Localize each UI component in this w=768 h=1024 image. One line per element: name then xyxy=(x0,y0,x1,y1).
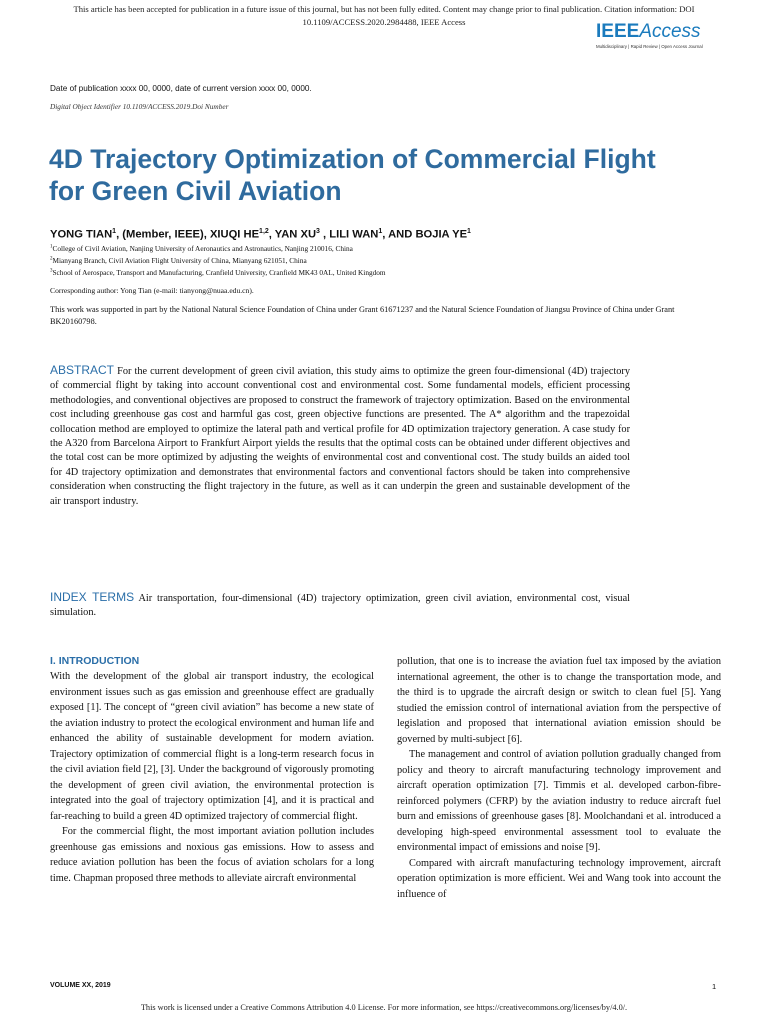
author-separator: , xyxy=(319,228,330,241)
paragraph: For the commercial flight, the most important aviation pollution includes greenhouse gas emissions and noxious gas emissions. How to assess and reduce aviation pollution has been the focus of aviation scholars for a long time. Chapman proposed three methods to alleviate aircraft environmental xyxy=(50,826,374,884)
paragraph: pollution, that one is to increase the aviation fuel tax imposed by the aviation international agreement, the other is to change the transportation mode, and the third is to upgrade the aircraft design or switch to clean fuel [5]. Yang studied the emission control of international aviation from the perspective of legislation and proposed that international aviation emission should be governed by multi-subject [6]. xyxy=(397,656,721,745)
funding-statement: This work was supported in part by the National Natural Science Foundation of China under Grant 61671237 and the Natural Science Foundation of Jiangsu Province of China under Grant BK20160798. xyxy=(50,305,675,326)
author-name: YONG TIAN xyxy=(50,228,113,241)
author-affiliation-mark: 1 xyxy=(378,228,383,235)
affiliation-text: Mianyang Branch, Civil Aviation Flight University of China, Mianyang 621051, China xyxy=(52,256,307,265)
author-separator: , xyxy=(268,228,275,241)
notice-line-2: 10.1109/ACCESS.2020.2984488, IEEE Access xyxy=(302,17,466,27)
index-terms xyxy=(50,590,630,621)
author-affiliation-mark: 3 xyxy=(316,228,320,235)
author-name: BOJIA YE xyxy=(415,228,468,241)
affiliation-mark: 3 xyxy=(50,268,53,274)
paper-title: 4D Trajectory Optimization of Commercial Flight for Green Civil Aviation xyxy=(49,144,656,206)
logo-product: Access xyxy=(639,21,701,42)
volume-label: VOLUME XX, 2019 xyxy=(50,982,111,989)
index-terms-label: INDEX TERMS xyxy=(50,590,135,604)
index-terms-text: Air transportation, four-dimensional (4D) trajectory optimization, green civil aviation, environmental cost, visual simulation. xyxy=(50,593,631,619)
corresponding-author: Corresponding author: Yong Tian (e-mail: tianyong@nuaa.edu.cn). xyxy=(50,286,254,295)
logo-tagline: Multidisciplinary | Rapid Review | Open Access Journal xyxy=(596,44,703,49)
notice-line-1: This article has been accepted for publication in a future issue of this journal, but has not been fully edited. Content may change prior to final publication. Citation information: DOI xyxy=(73,4,695,14)
left-column xyxy=(50,654,374,886)
logo-wordmark xyxy=(596,22,736,42)
author-name: LILI WAN xyxy=(329,228,379,241)
author-name: YAN XU xyxy=(274,228,317,241)
right-column xyxy=(397,654,721,902)
author-list xyxy=(50,228,471,241)
author-affiliation-mark: 1 xyxy=(112,228,117,235)
affiliation-1 xyxy=(50,244,353,253)
paragraph: The management and control of aviation pollution gradually changed from policy and theory to aircraft manufacturing technology improvement and aircraft operation optimization [7]. Timmis et al. developed carbon-fibre-reinforced polymers (CFRP) by the aviation industry to reduce aircraft fuel burn and emissions of greenhouse gases [8]. Moolchandani et al. introduced a developing high-speed environmental assessment tool to evaluate the environmental impact of emissions and noise [9]. xyxy=(397,749,721,853)
publication-date: Date of publication xxxx 00, 0000, date of current version xxxx 00, 0000. xyxy=(50,84,312,93)
section-heading: I. INTRODUCTION xyxy=(50,655,140,667)
author-separator: , (Member, IEEE), xyxy=(116,228,210,241)
doi-line: Digital Object Identifier 10.1109/ACCESS.2019.Doi Number xyxy=(50,102,229,111)
affiliation-2 xyxy=(50,256,307,265)
author-affiliation-mark: 1,2 xyxy=(259,228,269,235)
affiliation-text: School of Aerospace, Transport and Manufacturing, Cranfield University, Cranfield MK43 0AL, United Kingdom xyxy=(52,268,386,277)
affiliation-mark: 1 xyxy=(50,244,53,250)
author-affiliation-mark: 1 xyxy=(467,228,471,235)
logo-brand: IEEE xyxy=(596,21,640,42)
license-notice: This work is licensed under a Creative Commons Attribution 4.0 License. For more information, see https://creativecommons.org/licenses/by/4.0/. xyxy=(140,1003,628,1012)
paragraph: With the development of the global air transport industry, the ecological environment issues such as gas emission and greenhouse effect are gradually exposed [1]. The concept of “green civil aviation” has become a new state of the aviation industry to protect the ecological environment and human life and enhanced the ability of sustainable development for modern aviation. Trajectory optimization of commercial flight is a long-term research focus in the civil aviation field [2], [3]. Under the background of vigorously promoting the development of green civil aviation, the environmental protection is integrated into the goal of trajectory optimization [4], and it is practical and far-reaching to build a green 4D optimized trajectory of commercial flight. xyxy=(50,671,374,822)
author-name: XIUQI HE xyxy=(209,228,260,241)
page-number: 1 xyxy=(712,982,717,991)
abstract xyxy=(50,363,630,509)
affiliation-3 xyxy=(50,268,386,277)
affiliation-text: College of Civil Aviation, Nanjing University of Aeronautics and Astronautics, Nanjing 210016, China xyxy=(52,244,353,253)
abstract-text: For the current development of green civil aviation, this study aims to optimize the green four-dimensional (4D) trajectory of commercial flight by taking into account conventional cost and environmental cost. Some fundamental models, efficient processing methodologies, and conventional objectives are proposed to construct the framework of trajectory optimization. Based on the environmental cost including greenhouse gas cost and harmful gas cost, green objective functions are presented. The A* algorithm and the trapezoidal collocation method are employed to optimize the lateral path and vertical profile for 4D optimization trajectory generation. A case study for the A320 from Barcelona Airport to Frankfurt Airport yields the results that the optimal costs can be obtained under different objectives and the total cost can be more optimized by adjusting the weights of environmental cost and conventional cost. The study builds an aided tool for 4D trajectory optimization and demonstrates that environmental factors and conventional factors should be taken into comprehensive consideration when constructing the flight trajectory in the future, as well as it can underpin the green and sustainable development of the air transport industry. xyxy=(50,366,630,507)
ieee-access-logo xyxy=(596,22,736,56)
affiliation-mark: 2 xyxy=(50,256,53,262)
paragraph: Compared with aircraft manufacturing technology improvement, aircraft operation optimization is more efficient. Wei and Wang took into account the influence of xyxy=(397,857,721,900)
abstract-label: ABSTRACT xyxy=(50,363,115,377)
author-separator: , AND xyxy=(382,228,416,241)
